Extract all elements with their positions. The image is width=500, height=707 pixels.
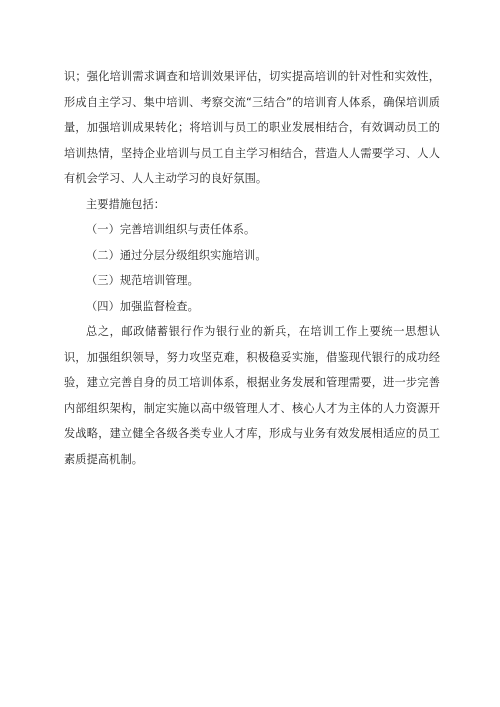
measure-item-4: （四）加强监督检查。 (86, 299, 199, 313)
measures-intro: 主要措施包括： (86, 197, 166, 211)
document-body (64, 64, 440, 472)
measure-item-2: （二）通过分层分级组织实施培训。 (86, 248, 267, 262)
measure-item-1: （一）完善培训组织与责任体系。 (86, 223, 256, 236)
conclusion-paragraph: 总之，邮政储蓄银行作为银行业的新兵，在培训工作上要统一思想认识，加强组织领导，努力攻坚克难，积极稳妥实施，借鉴现代银行的成功经验，建立完善自身的员工培训体系，根据业务发展和管理需要，进一步完善内部组织架构，制定实施以高中级管理人才、核心人才为主体的人力资源开发战略，建立健全各级各类专业人才库，形成与业务有效发展相适应的员工素质提高机制。 (64, 325, 440, 466)
body-paragraph: 识；强化培训需求调查和培训效果评估，切实提高培训的针对性和实效性，形成自主学习、集中培训、考察交流“三结合”的培训育人体系，确保培训质量，加强培训成果转化；将培训与员工的职业发展相结合，有效调动员工的培训热情，坚持企业培训与员工自主学习相结合，营造人人需要学习、人人有机会学习、人人主动学习的良好氛围。 (64, 70, 440, 185)
measure-item-3: （三）规范培训管理。 (86, 274, 199, 287)
